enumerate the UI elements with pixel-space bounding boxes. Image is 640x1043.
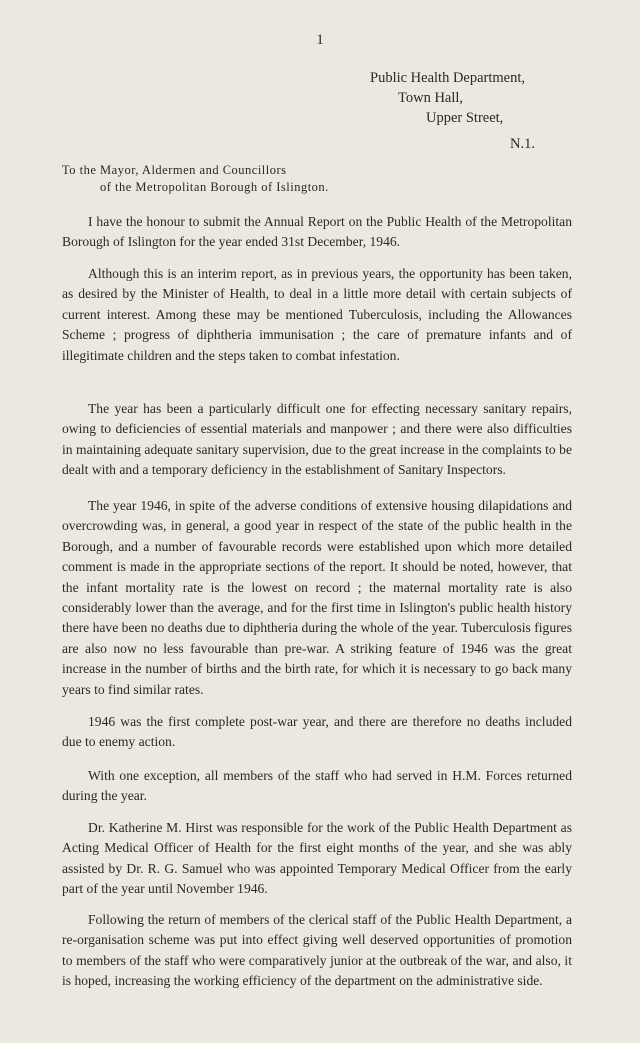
paragraph-sanitary-repairs: The year has been a particularly difficult one for effecting necessary sanitary repairs, owing to deficiencies of essential materials and manpower ; and there were also difficulties in maintaining adequate sanitary supervision, due to the great increase in the complaints to be dealt with and a temporary deficiency in the establishment of Sanitary Inspectors. bbox=[62, 401, 572, 478]
paragraph-staff-returned: With one exception, all members of the staff who had served in H.M. Forces returned during the year. bbox=[62, 768, 572, 804]
address-line-building: Town Hall, bbox=[398, 90, 464, 106]
paragraph-reorganisation: Following the return of members of the clerical staff of the Public Health Department, a re-organisation scheme was put into effect giving well deserved opportunities of promotion to members of the staff who were comparatively junior at the outbreak of the war, and also, it is hoped, increasing the working efficiency of the department on the administrative side. bbox=[62, 912, 572, 989]
paragraph-medical-officer: Dr. Katherine M. Hirst was responsible for the work of the Public Health Department as Acting Medical Officer of Health for the first eight months of the year, and she was ably assisted by Dr. R. G. Samuel who was appointed Temporary Medical Officer from the early part of the year until November 1946. bbox=[62, 820, 572, 897]
paragraph-interim-report: Although this is an interim report, as in previous years, the opportunity has been taken, as desired by the Minister of Health, to deal in a little more detail with certain subjects of current interest. Among these may be mentioned Tuberculosis, including the Allowances Scheme ; progress of diphtheria immunisation ; the care of premature infants and of illegitimate children and the steps taken to combat infestation. bbox=[62, 266, 572, 363]
paragraph-intro: I have the honour to submit the Annual Report on the Public Health of the Metropolitan Borough of Islington for the year ended 31st December, 1946. bbox=[62, 214, 572, 250]
address-line-department: Public Health Department, bbox=[370, 70, 526, 86]
addressee-line-1: To the Mayor, Aldermen and Councillors bbox=[62, 163, 287, 177]
page-number: 1 bbox=[316, 32, 324, 48]
paragraph-year-1946: The year 1946, in spite of the adverse conditions of extensive housing dilapidations and overcrowding was, in general, a good year in respect of the state of the public health in the Borough, and a number of favourable records were established upon which more detailed comment is made in the appropriate sections of the report. It should be noted, however, that the infant mortality rate is the lowest on record ; the maternal mortality rate is also considerably lower than the average, and for the first time in Islington's public health history there have been no deaths due to diphtheria during the whole of the year. Tuberculosis figures are also now no less favourable than pre-war. A striking feature of 1946 was the great increase in the number of births and the birth rate, for which it is necessary to go back many years to find similar rates. bbox=[62, 498, 572, 697]
paragraph-post-war: 1946 was the first complete post-war year, and there are therefore no deaths included due to enemy action. bbox=[62, 714, 572, 750]
addressee-line-2: of the Metropolitan Borough of Islington. bbox=[100, 180, 329, 194]
address-line-postcode: N.1. bbox=[510, 136, 535, 152]
address-line-street: Upper Street, bbox=[426, 110, 504, 126]
